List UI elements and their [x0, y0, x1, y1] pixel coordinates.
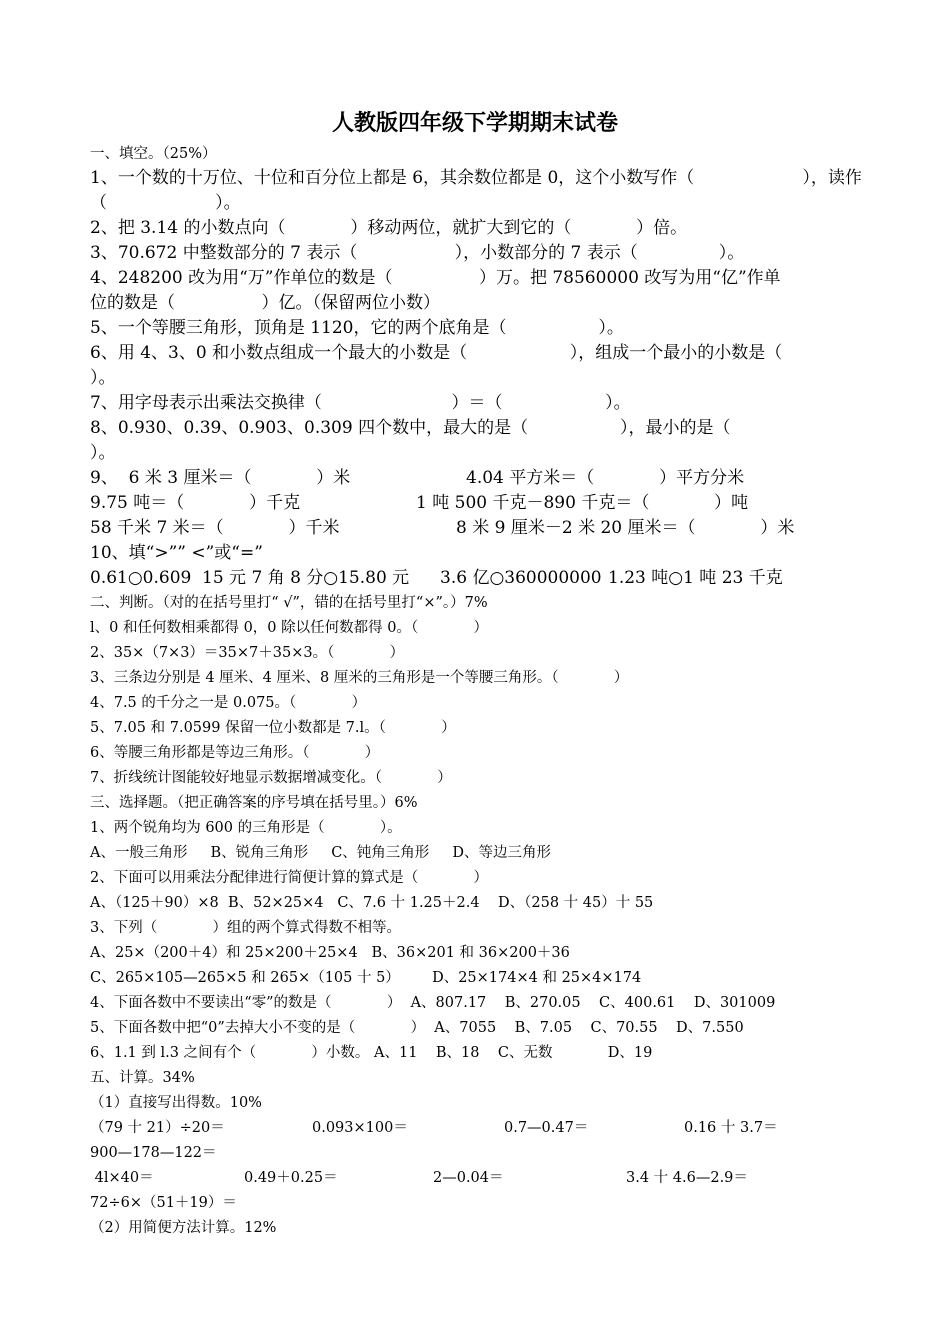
judge-item: 5、7.05 和 7.0599 保留一位小数都是 7.l。（ ） [90, 720, 456, 736]
judge-item: l、0 和任何数相乘都得 0，0 除以任何数都得 0。（ ） [90, 620, 489, 636]
choice-line: A、（125＋90）×8 B、52×25×4 C、7.6 十 1.25＋2.4 D、（258 十 45）十 55 [90, 895, 654, 911]
section-2-heading: 二、判断。（对的在括号里打“ √”，错的在括号里打“×”。）7% [90, 595, 488, 611]
choice-line: 1、两个锐角均为 600 的三角形是（ ）。 [90, 820, 402, 836]
calc-item: 0.49＋0.25＝ [244, 1170, 338, 1186]
section-5-heading: 五、计算。34% [90, 1070, 195, 1086]
fill-q1: 1、一个数的十万位、十位和百分位上都是 6，其余数位都是 0，这个小数写作（ ），读作 [90, 168, 862, 188]
compare-item-a: 0.61○0.609 [90, 568, 192, 588]
fill-q8-cont: ）。 [90, 443, 116, 463]
judge-item: 3、三条边分别是 4 厘米、4 厘米、8 厘米的三角形是一个等腰三角形。（ ） [90, 670, 629, 686]
judge-item: 4、7.5 的千分之一是 0.075。（ ） [90, 695, 367, 711]
fill-q6-cont: ）。 [90, 368, 116, 388]
judge-item: 2、35×（7×3）＝35×7＋35×3。（ ） [90, 645, 405, 661]
fill-q4: 4、248200 改为用“万”作单位的数是（ ）万。把 78560000 改写为用“亿”作单 [90, 268, 781, 288]
judge-item: 7、折线统计图能较好地显示数据增减变化。（ ） [90, 770, 452, 786]
fill-q8: 8、0.930、0.39、0.903、0.309 四个数中，最大的是（ ），最小的是（ [90, 418, 731, 438]
fill-q4-cont: 位的数是（ ）亿。（保留两位小数） [90, 293, 440, 313]
choice-line: 4、下面各数中不要读出“零”的数是（ ） A、807.17 B、270.05 C、400.61 D、301009 [90, 995, 776, 1011]
calc-item: 4l×40＝ [90, 1170, 154, 1186]
choice-line: C、265×105—265×5 和 265×（105 十 5） D、25×174×4 和 25×4×174 [90, 970, 642, 986]
calc-item: 72÷6×（51＋19）＝ [90, 1195, 237, 1211]
fill-q6: 6、用 4、3、0 和小数点组成一个最大的小数是（ ），组成一个最小的小数是（ [90, 343, 783, 363]
choice-line: A、25×（200＋4）和 25×200＋25×4 B、36×201 和 36×200＋36 [90, 945, 570, 961]
calc-sub-1: （1）直接写出得数。10% [90, 1095, 262, 1111]
choice-line: 5、下面各数中把“0”去掉大小不变的是（ ） A、7055 B、7.05 C、70.55 D、7.550 [90, 1020, 744, 1036]
choice-line: 2、下面可以用乘法分配律进行简便计算的算式是（ ） [90, 870, 489, 886]
fill-q9-item-e: 58 千米 7 米＝（ ）千米 [90, 518, 340, 538]
calc-item: 3.4 十 4.6—2.9＝ [626, 1170, 748, 1186]
choice-line: 6、1.1 到 l.3 之间有个（ ）小数。 A、11 B、18 C、无数 D、19 [90, 1045, 653, 1061]
calc-item: 0.093×100＝ [312, 1120, 408, 1136]
fill-q9-item-c: 9.75 吨＝（ ）千克 [90, 493, 301, 513]
compare-item-c: 3.6 亿○360000000 [440, 568, 602, 588]
section-3-heading: 三、选择题。（把正确答案的序号填在括号里。）6% [90, 795, 418, 811]
section-1-heading: 一、填空。（25%） [90, 146, 217, 162]
choice-line: A、一般三角形 B、锐角三角形 C、钝角三角形 D、等边三角形 [90, 845, 551, 861]
fill-q3: 3、70.672 中整数部分的 7 表示（ ），小数部分的 7 表示（ ）。 [90, 243, 745, 263]
fill-q9-item-f: 8 米 9 厘米－2 米 20 厘米＝（ ）米 [456, 518, 795, 538]
calc-item: （79 十 21）÷20＝ [90, 1120, 225, 1136]
fill-q2: 2、把 3.14 的小数点向（ ）移动两位，就扩大到它的（ ）倍。 [90, 218, 688, 238]
fill-q9-item-d: 1 吨 500 千克－890 千克＝（ ）吨 [416, 493, 749, 513]
calc-item: 900—178—122＝ [90, 1145, 217, 1161]
judge-item: 6、等腰三角形都是等边三角形。（ ） [90, 745, 380, 761]
calc-item: 0.7—0.47＝ [504, 1120, 589, 1136]
fill-q10: 10、填“>”” <”或“=” [90, 543, 263, 563]
fill-q5: 5、一个等腰三角形，顶角是 1120，它的两个底角是（ ）。 [90, 318, 624, 338]
compare-item-d: 1.23 吨○1 吨 23 千克 [608, 568, 783, 588]
choice-line: 3、下列（ ）组的两个算式得数不相等。 [90, 920, 402, 936]
calc-sub-2: （2）用简便方法计算。12% [90, 1220, 277, 1236]
calc-item: 2—0.04＝ [433, 1170, 504, 1186]
calc-item: 0.16 十 3.7＝ [684, 1120, 778, 1136]
fill-q9-item-b: 4.04 平方米＝（ ）平方分米 [466, 468, 745, 488]
fill-q7: 7、用字母表示出乘法交换律（ ）＝（ ）。 [90, 393, 631, 413]
fill-q1-cont: （ ）。 [90, 193, 241, 213]
compare-item-b: 15 元 7 角 8 分○15.80 元 [202, 568, 410, 588]
fill-q9-item-a: 9、 6 米 3 厘米＝（ ）米 [90, 468, 351, 488]
page-title: 人教版四年级下学期期末试卷 [331, 110, 618, 136]
